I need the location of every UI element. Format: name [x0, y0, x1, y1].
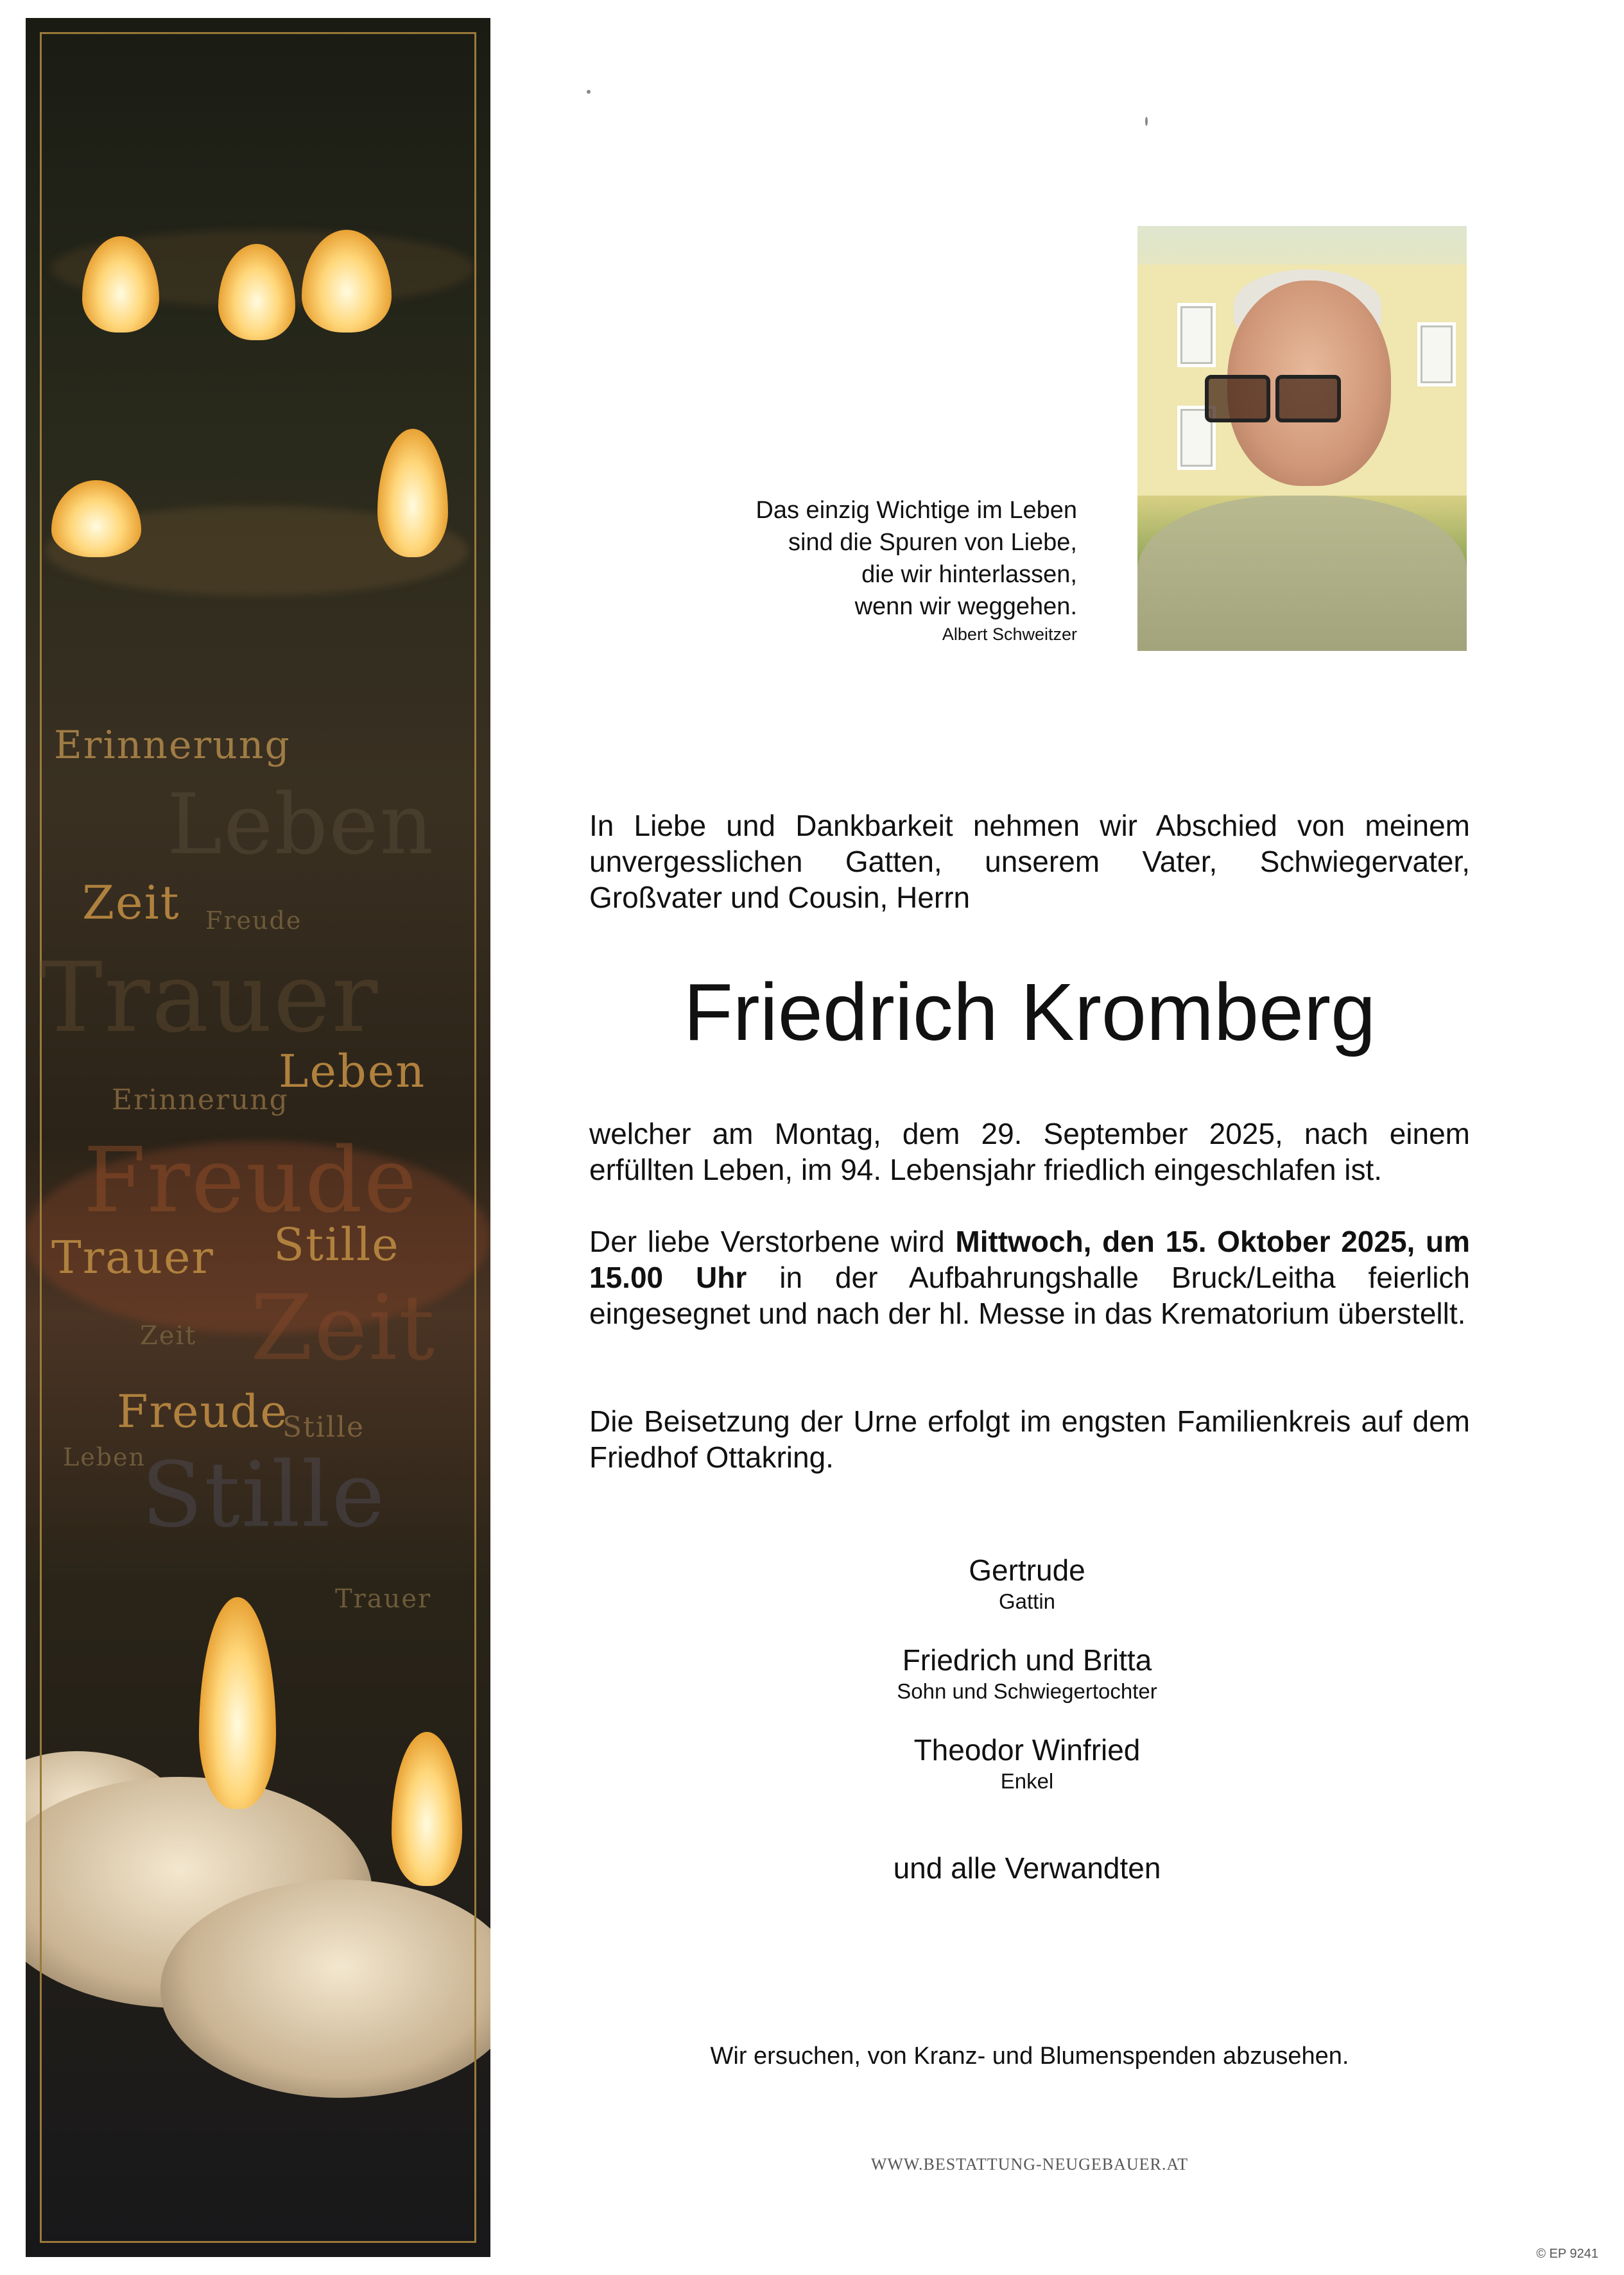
scan-speck: [587, 90, 591, 94]
mourner-role: Sohn und Schwiegertochter: [897, 1679, 1157, 1703]
panel-word: Trauer: [51, 1231, 214, 1284]
relatives-line: und alle Verwandten: [893, 1851, 1161, 1885]
ceremony-date: Mittwoch, den 15. Oktober 2025, um 15.00 Uhr: [589, 1225, 1470, 1294]
mourners-list: [834, 1552, 1220, 1822]
panel-word: Leben: [167, 775, 435, 873]
panel-word: Stille: [141, 1443, 386, 1548]
panel-word: Leben: [279, 1045, 426, 1098]
mourner-role: Enkel: [1000, 1769, 1054, 1793]
panel-word: Erinnerung: [54, 723, 291, 768]
ceremony-text: Der liebe Verstorbene wird Mittwoch, den 15. Oktober 2025, um 15.00 Uhr in der Aufbahrungshalle Bruck/Leitha feierlich eingesegnet und nach der hl. Messe in das Krematorium überstellt.: [589, 1225, 1470, 1330]
website-url: WWW.BESTATTUNG-NEUGEBAUER.AT: [870, 2155, 1189, 2174]
burial-text: Die Beisetzung der Urne erfolgt im engsten Familienkreis auf dem Friedhof Ottakring.: [589, 1405, 1470, 1474]
panel-word: Leben: [63, 1443, 146, 1471]
mourner-name: Friedrich und Britta: [902, 1643, 1152, 1677]
panel-word: Zeit: [140, 1321, 197, 1351]
quote: [756, 494, 1077, 646]
death-notice: welcher am Montag, dem 29. September 2025, nach einem erfüllten Leben, im 94. Lebensjahr friedlich eingeschlafen ist.: [589, 1117, 1470, 1186]
quote-author: Albert Schweitzer: [942, 625, 1077, 644]
quote-line: die wir hinterlassen,: [861, 561, 1077, 588]
panel-word: Erinnerung: [112, 1084, 289, 1116]
panel-word: Stille: [282, 1411, 365, 1444]
deceased-name: Friedrich Kromberg: [683, 967, 1376, 1057]
panel-word: Trauer: [39, 942, 379, 1054]
panel-word: Zeit: [82, 876, 180, 930]
panel-word: Freude: [83, 1129, 419, 1233]
panel-word: Stille: [273, 1218, 400, 1271]
flowers-note: Wir ersuchen, von Kranz- und Blumenspenden abzusehen.: [710, 2043, 1349, 2070]
glasses-icon: [1205, 375, 1270, 422]
scan-speck: [1145, 117, 1148, 126]
panel-word: Freude: [117, 1385, 288, 1438]
mourner-role: Gattin: [998, 1589, 1056, 1613]
mourner-name: Gertrude: [969, 1553, 1085, 1587]
panel-word: Zeit: [250, 1276, 436, 1381]
panel-word: Trauer: [335, 1584, 432, 1614]
portrait-shirt: [1137, 496, 1467, 651]
mourner-name: Theodor Winfried: [913, 1733, 1141, 1767]
panel-word: Freude: [205, 906, 302, 935]
quote-line: Das einzig Wichtige im Leben: [756, 497, 1077, 524]
portrait-photo: [1137, 226, 1467, 651]
quote-line: sind die Spuren von Liebe,: [788, 529, 1077, 556]
intro-text: In Liebe und Dankbarkeit nehmen wir Abschied von meinem unvergesslichen Gatten, unserem Vater, Schwiegervater, Großvater und Cousin, Herrn: [589, 809, 1470, 914]
quote-line: wenn wir weggehen.: [854, 593, 1077, 620]
document-code: © EP 9241: [1536, 2247, 1598, 2261]
candle-panel: [26, 18, 490, 2257]
